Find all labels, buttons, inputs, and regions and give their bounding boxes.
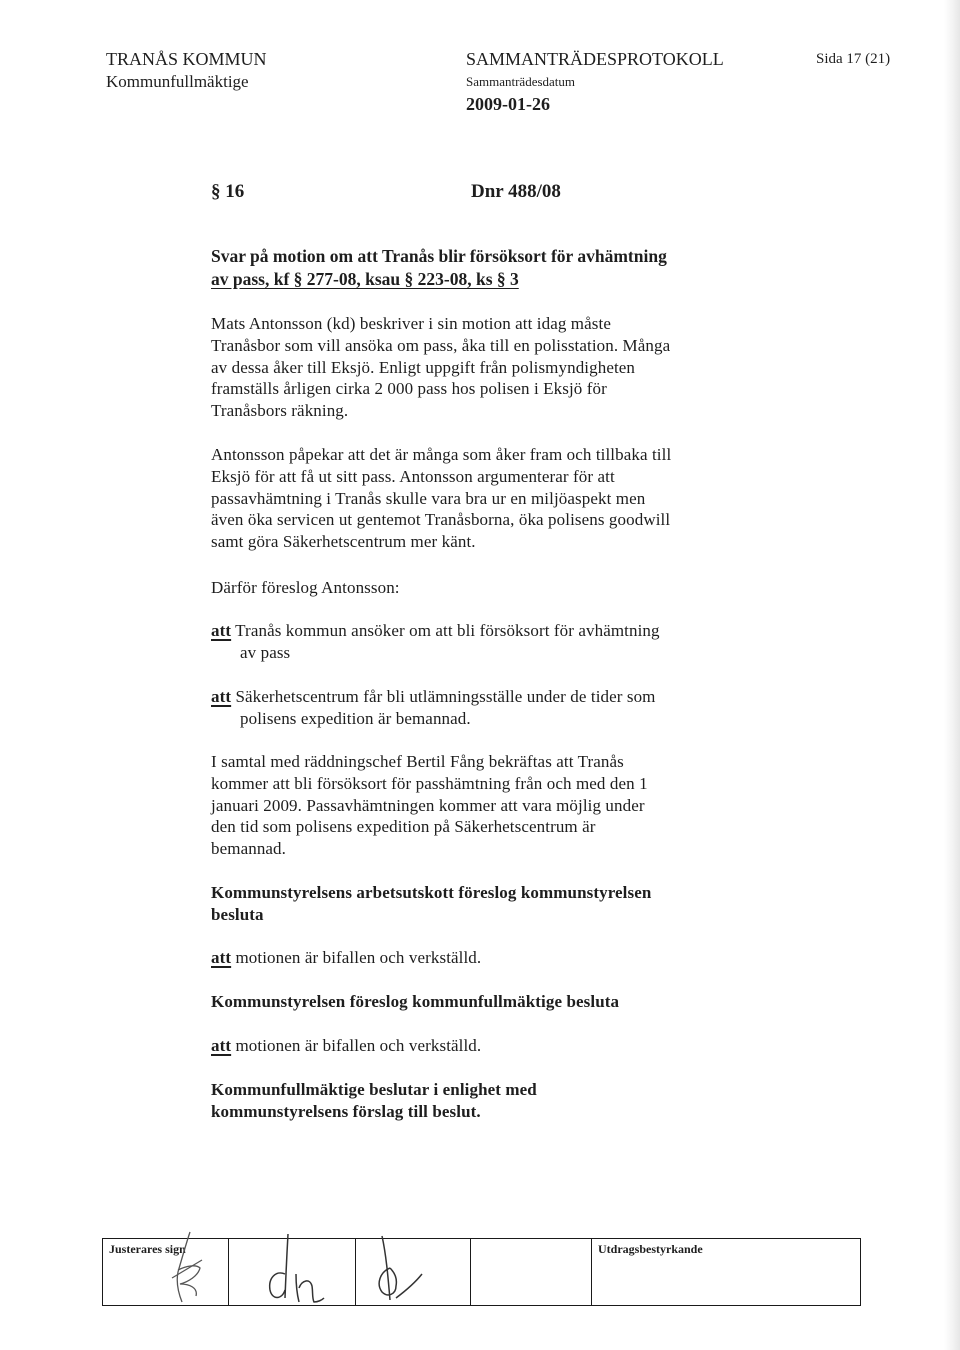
proposal-text: Säkerhetscentrum får bli utlämningsställe under de tider som: [235, 687, 656, 706]
att-marker: att: [211, 1036, 232, 1055]
paragraph-proposal-intro: Därför föreslog Antonsson:: [211, 578, 400, 597]
signature-initials-2: [258, 1228, 330, 1310]
text-line: I samtal med räddningschef Bertil Fång bekräftas att Tranås: [211, 752, 624, 771]
proposal-text: Tranås kommun ansöker om att bli försöksort för avhämtning: [235, 621, 660, 640]
paragraph-number: § 16: [211, 181, 245, 202]
text-line: Antonsson påpekar att det är många som åker fram och tillbaka till: [211, 445, 672, 464]
heading-line: besluta: [211, 904, 264, 924]
decision-text: motionen är bifallen och verkställd.: [235, 948, 482, 967]
diary-number: Dnr 488/08: [471, 181, 561, 202]
ksau-decision: [211, 947, 771, 969]
paragraph-confirmation: [211, 751, 771, 860]
paragraph-arguments: [211, 444, 771, 553]
document-type: SAMMANTRÄDESPROTOKOLL: [466, 49, 724, 69]
utdrag-label: Utdragsbestyrkande: [598, 1242, 703, 1256]
date-label: Sammanträdesdatum: [466, 74, 576, 89]
heading-line: Kommunstyrelsens arbetsutskott föreslog kommunstyrelsen: [211, 883, 652, 902]
ksau-heading: [211, 882, 771, 926]
ks-decision: [211, 1035, 771, 1057]
text-line: framställs årligen cirka 2 000 pass hos polisen i Eksjö för: [211, 379, 607, 399]
att-marker: att: [211, 687, 232, 706]
proposal-text-continued: av pass: [240, 642, 291, 662]
motion-title-line2: av pass, kf § 277-08, ksau § 223-08, ks § 3: [211, 269, 519, 289]
text-line: januari 2009. Passavhämtningen kommer att vara möjlig under: [211, 795, 645, 815]
justerare-label: Justerares sign: [109, 1242, 186, 1256]
municipality-name: TRANÅS KOMMUN: [106, 49, 267, 69]
text-line: bemannad.: [211, 839, 287, 859]
text-line: även öka servicen ut gentemot Tranåsborna, öka polisens goodwill: [211, 510, 671, 530]
proposal-text-continued: polisens expedition är bemannad.: [240, 708, 471, 728]
heading-line: kommunstyrelsens förslag till beslut.: [211, 1101, 481, 1121]
paragraph-motion-summary: [211, 313, 771, 422]
committee-name: Kommunfullmäktige: [106, 72, 249, 91]
kf-decision-heading: [211, 1079, 771, 1123]
signature-initials-1: [160, 1226, 220, 1310]
page-number: Sida 17 (21): [816, 51, 891, 67]
heading-line: Kommunfullmäktige beslutar i enlighet med: [211, 1080, 537, 1099]
proposal-1: [211, 620, 771, 664]
decision-text: motionen är bifallen och verkställd.: [235, 1036, 482, 1055]
text-line: den tid som polisens expedition på Säkerhetscentrum är: [211, 817, 596, 837]
text-line: kommer att bli försöksort för passhämtning från och med den 1: [211, 773, 648, 793]
text-line: samt göra Säkerhetscentrum mer känt.: [211, 532, 476, 552]
signature-initials-3: [366, 1228, 436, 1310]
text-line: Eksjö för att få ut sitt pass. Antonsson argumenterar för att: [211, 466, 615, 486]
scan-edge-shadow: [944, 0, 960, 1350]
text-line: passavhämtning i Tranås skulle vara bra ur en miljöaspekt men: [211, 488, 646, 508]
att-marker: att: [211, 621, 232, 640]
ks-heading: Kommunstyrelsen föreslog kommunfullmäktige besluta: [211, 992, 620, 1011]
proposal-2: [211, 686, 771, 730]
meeting-date: 2009-01-26: [466, 94, 550, 114]
text-line: Tranåsbors räkning.: [211, 401, 349, 421]
text-line: Mats Antonsson (kd) beskriver i sin motion att idag måste: [211, 314, 611, 333]
motion-title-line1: Svar på motion om att Tranås blir försöksort för avhämtning: [211, 246, 667, 266]
text-line: av dessa åker till Eksjö. Enligt uppgift från polismyndigheten: [211, 357, 636, 377]
text-line: Tranåsbor som vill ansöka om pass, åka till en polisstation. Många: [211, 335, 671, 355]
utdrag-cell: [592, 1239, 861, 1306]
signature-cell: [471, 1239, 592, 1306]
att-marker: att: [211, 948, 232, 967]
